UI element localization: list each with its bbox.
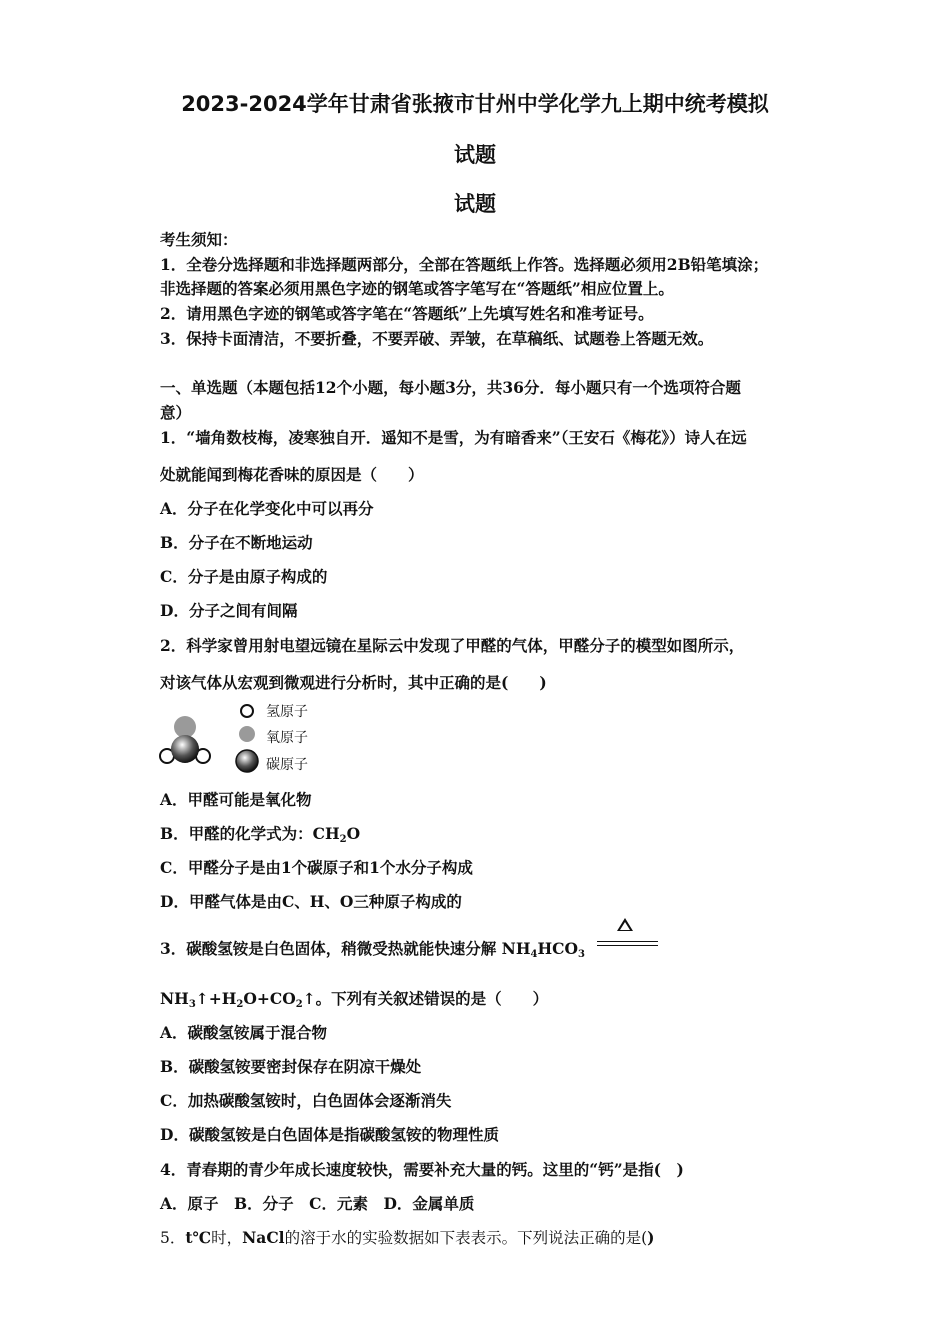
section-heading-cont: 意） [160,403,192,422]
notice-line-3: 2．请用黑色字迹的钢笔或答字笔在“答题纸”上先填写姓名和准考证号。 [160,304,654,323]
q3-hco: HCO [537,939,578,958]
q5-c: ) [647,1228,655,1247]
q2-option-b-subscript: 2 [339,834,347,845]
reaction-equals-bar-bottom [597,945,658,946]
q3-l2-sub2b: 2 [295,999,303,1010]
q2-stem-1: 2．科学家曾用射电望远镜在星际云中发现了甲醛的气体，甲醛分子的模型如图所示， [160,636,745,655]
q3-option-a: A．碳酸氢铵属于混合物 [160,1023,328,1042]
q1-option-d: D．分子之间有间隔 [160,601,298,620]
q3-stem-2 [160,987,548,1010]
carbon-legend-icon [236,750,258,772]
page-title: 2023-2024学年甘肃省张掖市甘州中学化学九上期中统考模拟 [181,92,769,116]
q5-a: 时， [211,1229,243,1247]
q5-num: 5． [160,1229,186,1247]
heat-triangle-inner [620,922,630,930]
notice-heading: 考生须知： [160,230,238,249]
q1-option-a: A．分子在化学变化中可以再分 [160,499,374,518]
q3-l2-sub3: 3 [188,999,196,1010]
legend-hydrogen-label: 氢原子 [266,704,308,720]
notice-line-4: 3．保持卡面清洁，不要折叠，不要弄破、弄皱，在草稿纸、试题卷上答题无效。 [160,329,714,348]
q4-options: A．原子 B．分子 C．元素 D．金属单质 [160,1194,475,1213]
carbon-atom [171,735,199,763]
molecule-legend-icons [232,700,262,776]
legend-oxygen-label: 氧原子 [266,730,308,746]
q5-temp: t℃ [185,1228,212,1247]
q3-option-b: B．碳酸氢铵要密封保存在阴凉干燥处 [160,1057,422,1076]
q3-stem-text: 3．碳酸氢铵是白色固体，稍微受热就能快速分解 NH [160,939,531,958]
legend-carbon-label: 碳原子 [266,757,308,773]
q3-sub4: 4 [530,949,538,960]
notice-line-1: 1．全卷分选择题和非选择题两部分，全部在答题纸上作答。选择题必须用2B铅笔填涂； [160,255,769,274]
q2-option-b-suffix: O [346,824,361,843]
q3-option-d: D．碳酸氢铵是白色固体是指碳酸氢铵的物理性质 [160,1125,499,1144]
q2-option-b [160,822,360,845]
reaction-equals-bar-top [597,941,658,942]
oxygen-legend-icon [239,726,255,742]
q3-l2-nh: NH [160,989,189,1008]
page-title-line2: 试题 [454,143,496,167]
oxygen-atom [174,716,196,738]
q3-l2-c: ↑。下列有关叙述错误的是（ ） [302,989,549,1008]
q2-option-d: D．甲醛气体是由C、H、O三种原子构成的 [160,892,462,911]
q2-stem-2: 对该气体从宏观到微观进行分析时，其中正确的是( ) [160,673,547,692]
notice-line-2: 非选择题的答案必须用黑色字迹的钢笔或答字笔写在“答题纸”相应位置上。 [160,279,674,298]
q5-stem [160,1226,654,1248]
q3-option-c: C．加热碳酸氢铵时，白色固体会逐渐消失 [160,1091,452,1110]
q1-stem-2: 处就能闻到梅花香味的原因是（ ） [160,465,424,484]
q3-sub3: 3 [577,949,585,960]
page-subtitle: 试题 [454,192,496,216]
q4-stem: 4．青春期的青少年成长速度较快，需要补充大量的钙。这里的“钙”是指( ) [160,1160,684,1179]
q5-b: 的溶于水的实验数据如下表表示。下列说法正确的是( [284,1229,648,1247]
q3-l2-sub2a: 2 [236,999,244,1010]
q2-option-b-text: B．甲醛的化学式为：CH [160,824,340,843]
q1-option-c: C．分子是由原子构成的 [160,567,328,586]
section-heading: 一、单选题（本题包括12个小题，每小题3分，共36分．每小题只有一个选项符合题 [160,378,741,397]
q3-l2-b: O+CO [243,989,296,1008]
q3-l2-a: ↑+H [195,989,237,1008]
q2-option-a: A．甲醛可能是氧化物 [160,790,312,809]
q1-stem-1: 1．“墙角数枝梅，凌寒独自开．遥知不是雪，为有暗香来”（王安石《梅花》）诗人在远 [160,428,747,447]
q2-option-c: C．甲醛分子是由1个碳原子和1个水分子构成 [160,858,473,877]
q5-nacl: NaCl [242,1228,285,1247]
q3-stem-1 [160,937,585,960]
q1-option-b: B．分子在不断地运动 [160,533,313,552]
hydrogen-legend-icon [241,705,253,717]
